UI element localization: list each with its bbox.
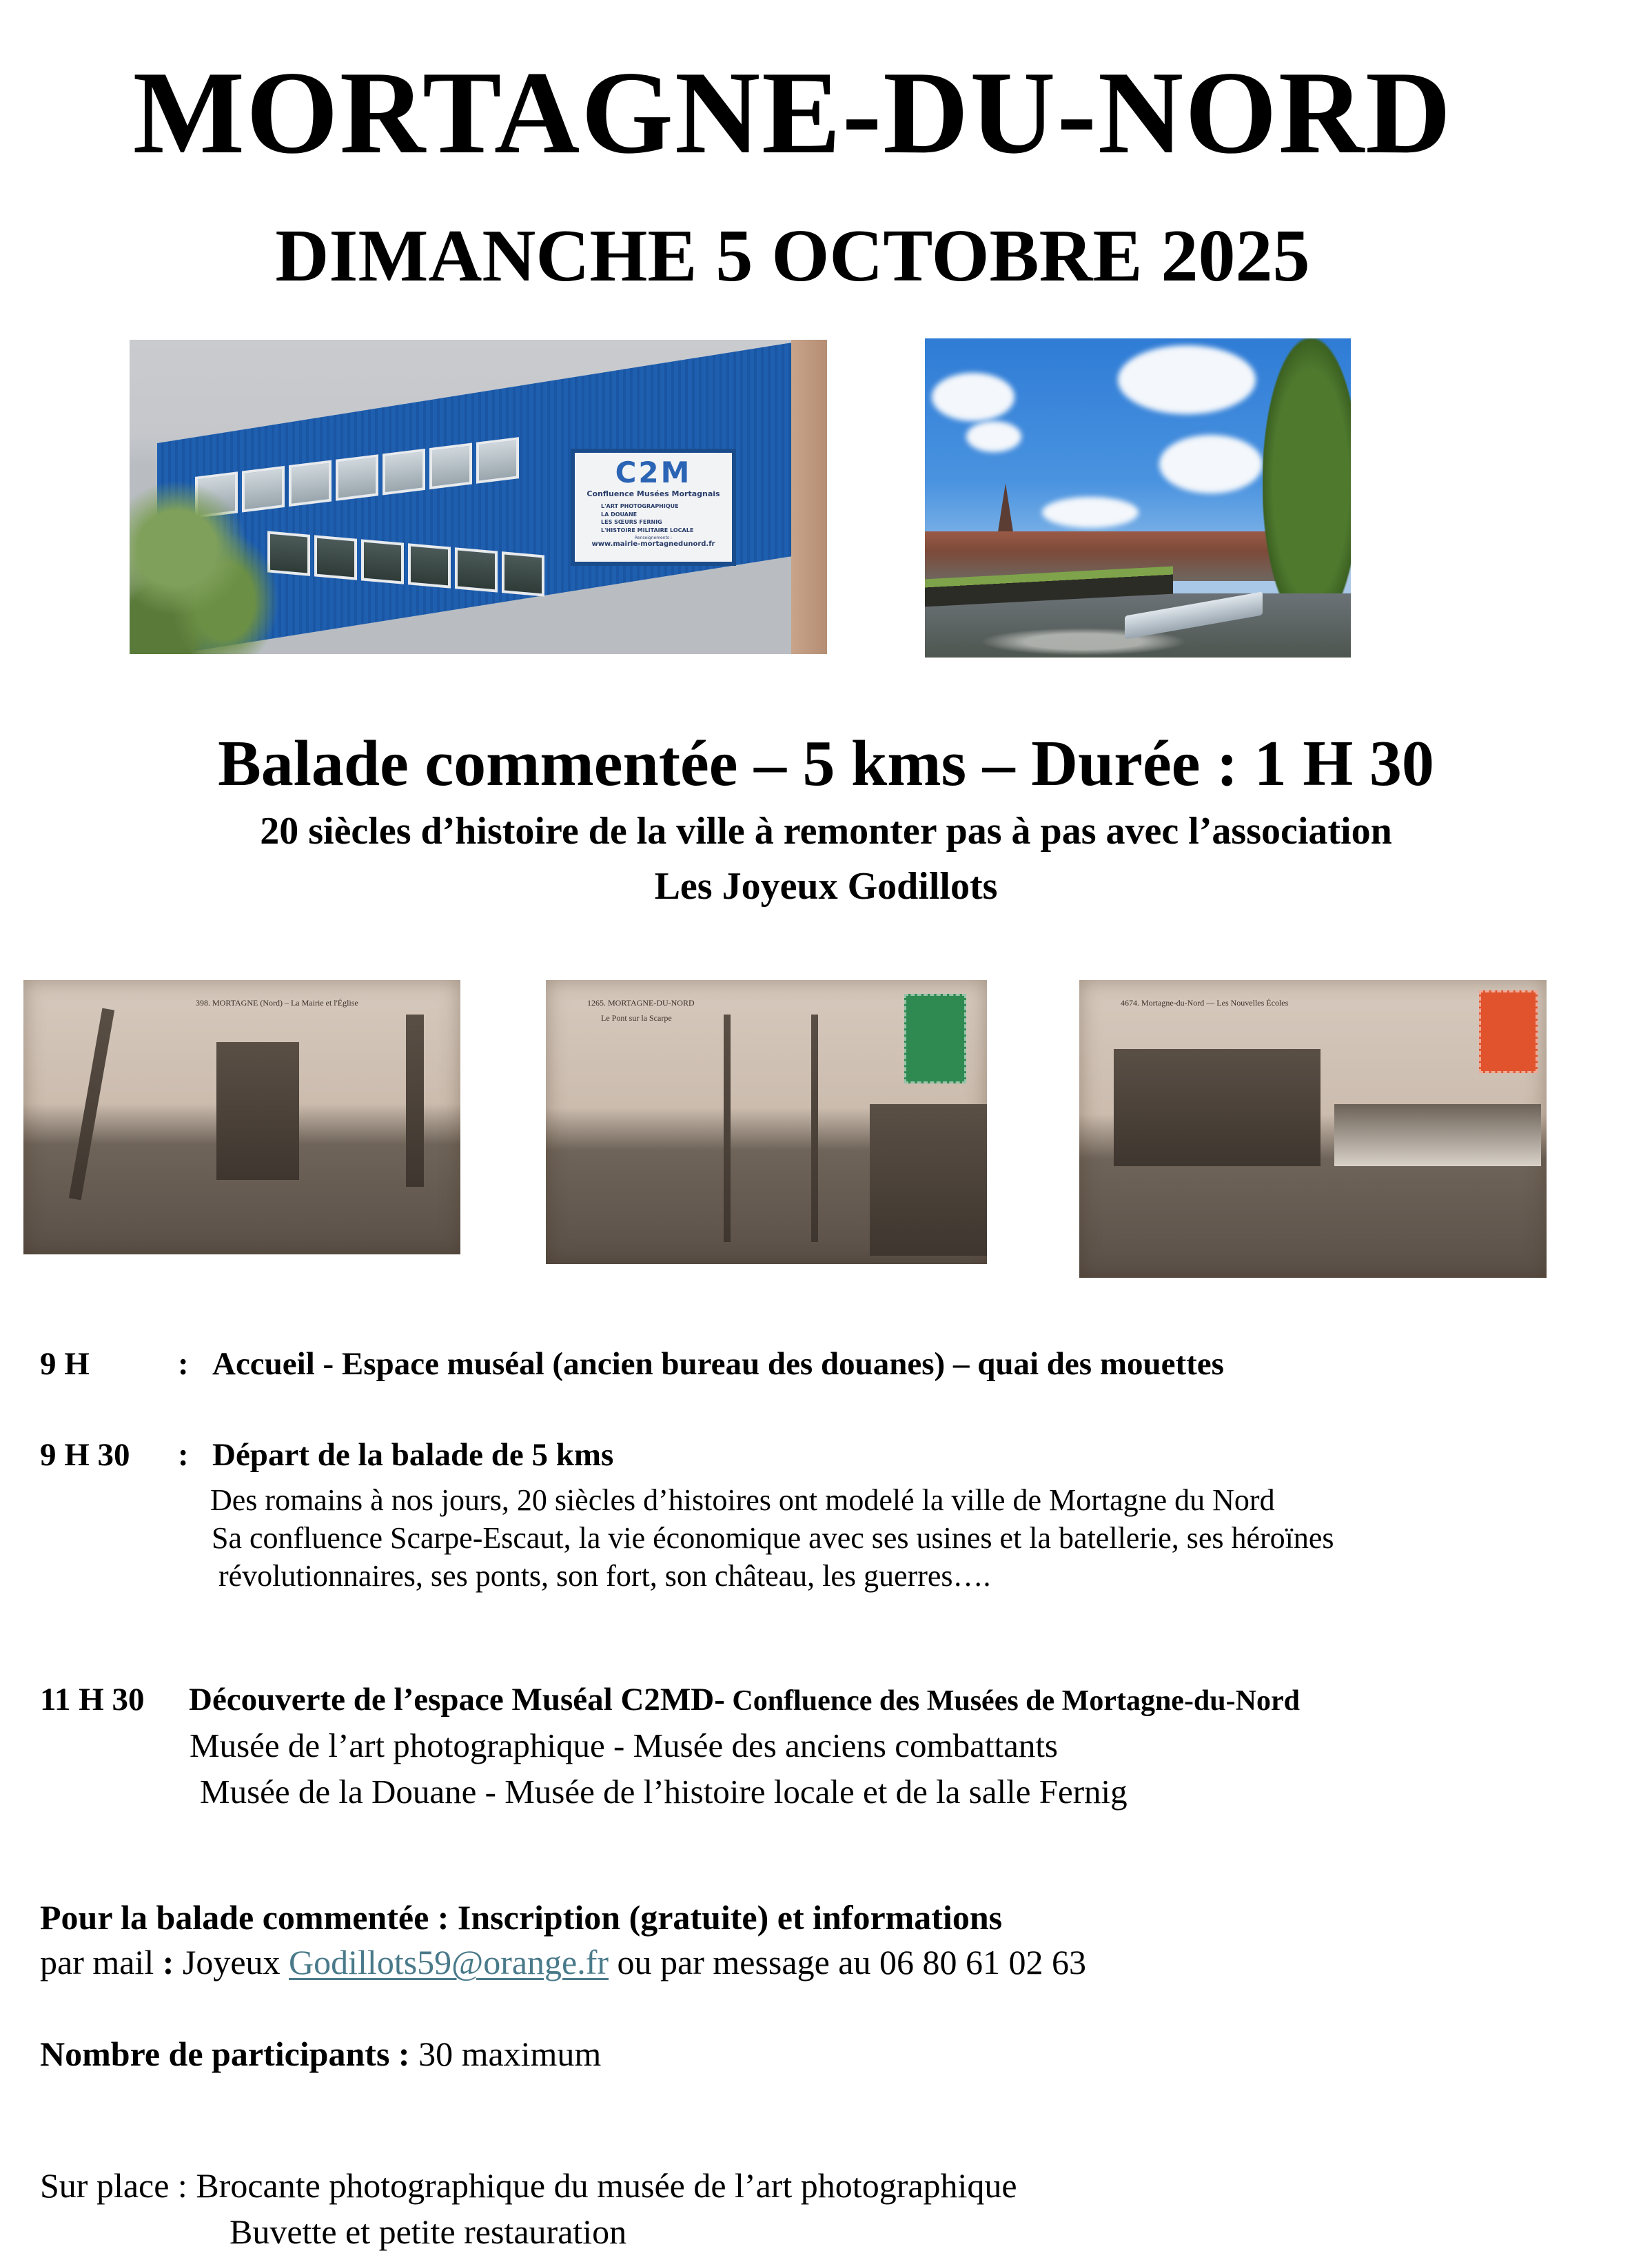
museum-list: Musée de la Douane - Musée de l’histoire locale et de la salle Fernig — [200, 1773, 1128, 1811]
email-link[interactable]: Godillots59@orange.fr — [289, 1943, 609, 1981]
museum-building-photo — [130, 340, 827, 654]
school-building — [1114, 1049, 1320, 1166]
onsite-brocante: Sur place : Brocante photographique du musée de l’art photographique — [40, 2166, 1017, 2205]
town-hall — [216, 1042, 299, 1180]
sign-info: Renseignements : — [635, 536, 672, 541]
red-stamp — [1479, 990, 1538, 1073]
green-stamp — [904, 994, 966, 1083]
schedule-separator: : — [178, 1437, 189, 1473]
participants-info — [40, 2037, 601, 2071]
schedule-title: Découverte de l’espace Muséal C2MD- — [189, 1682, 725, 1718]
schedule-separator: : — [178, 1346, 189, 1382]
cloud — [966, 421, 1021, 452]
sign-subtitle: Confluence Musées Mortagnais — [587, 489, 720, 498]
postcard-caption: 4674. Mortagne-du-Nord — Les Nouvelles Écoles — [1121, 998, 1289, 1008]
tree — [1263, 338, 1351, 628]
registration-contact — [40, 1945, 1086, 1979]
building — [870, 1104, 987, 1256]
page-title: MORTAGNE-DU-NORD — [132, 48, 1453, 179]
c2m-sign — [571, 449, 736, 566]
walk-heading: Balade commentée – 5 kms – Durée : 1 H 30 — [218, 728, 1434, 799]
sign-title: C2M — [615, 456, 692, 489]
postcard-caption: 398. MORTAGNE (Nord) – La Mairie et l'Église — [196, 998, 358, 1008]
participants-value: 30 maximum — [409, 2035, 602, 2073]
mail-colon: : — [162, 1943, 174, 1981]
participants-label: Nombre de participants : — [40, 2035, 410, 2073]
schedule-item-depart — [40, 1439, 613, 1471]
schedule-subtitle: Confluence des Musées de Mortagne-du-Nord — [724, 1685, 1300, 1717]
mail-name: Joyeux — [174, 1943, 289, 1981]
church-spire — [406, 1015, 424, 1187]
onsite-buvette: Buvette et petite restauration — [230, 2212, 627, 2251]
plant-foliage — [130, 478, 288, 654]
houses — [1334, 1104, 1541, 1166]
cloud — [932, 373, 1014, 421]
sign-list — [601, 502, 725, 534]
event-date: DIMANCHE 5 OCTOBRE 2025 — [275, 215, 1310, 297]
sign-item: L'HISTOIRE MILITAIRE LOCALE — [601, 527, 694, 533]
postcard-pont-scarpe — [546, 980, 987, 1264]
drawbridge — [69, 1008, 114, 1201]
sign-item: LA DOUANE — [601, 511, 638, 518]
schedule-title: Départ de la balade de 5 kms — [212, 1437, 614, 1473]
sign-item: L'ART PHOTOGRAPHIQUE — [601, 503, 679, 509]
postcard-caption: Le Pont sur la Scarpe — [601, 1013, 672, 1023]
cloud — [1042, 497, 1139, 528]
schedule-item-decouverte — [40, 1684, 1300, 1716]
postcard-nouvelles-ecoles — [1079, 980, 1547, 1278]
phone-text: ou par message au 06 80 61 02 63 — [609, 1943, 1086, 1981]
walk-subtitle: 20 siècles d’histoire de la ville à remonter pas à pas avec l’association — [260, 810, 1392, 853]
brick-wall — [791, 340, 827, 654]
schedule-title: Accueil - Espace muséal (ancien bureau des douanes) – quai des mouettes — [212, 1346, 1224, 1382]
schedule-description: Sa confluence Scarpe-Escaut, la vie économique avec ses usines et la batellerie, ses héroïnes — [212, 1521, 1334, 1555]
association-name: Les Joyeux Godillots — [654, 865, 998, 908]
cloud — [1159, 435, 1263, 493]
mail-prefix: par mail — [40, 1943, 163, 1981]
sign-item: LES SŒURS FERNIG — [601, 519, 662, 526]
bridge-tower — [724, 1015, 731, 1242]
museum-list: Musée de l’art photographique - Musée des anciens combattants — [190, 1726, 1059, 1764]
schedule-time: 9 H — [40, 1346, 90, 1382]
schedule-description: Des romains à nos jours, 20 siècles d’histoires ont modelé la ville de Mortagne du Nord — [210, 1483, 1275, 1517]
registration-title: Pour la balade commentée : Inscription (gratuite) et informations — [40, 1898, 1003, 1937]
canal-barge-photo — [925, 338, 1351, 658]
sign-url: www.mairie-mortagnedunord.fr — [591, 540, 715, 549]
postcard-caption: 1265. MORTAGNE-DU-NORD — [587, 998, 695, 1008]
schedule-time: 11 H 30 — [40, 1682, 145, 1718]
schedule-description: révolutionnaires, ses ponts, son fort, son château, les guerres…. — [218, 1559, 991, 1593]
schedule-item-accueil — [40, 1348, 1224, 1380]
cloud — [1118, 345, 1256, 414]
postcard-mairie-eglise — [23, 980, 460, 1254]
bridge-tower — [811, 1015, 818, 1242]
schedule-time: 9 H 30 — [40, 1437, 130, 1473]
